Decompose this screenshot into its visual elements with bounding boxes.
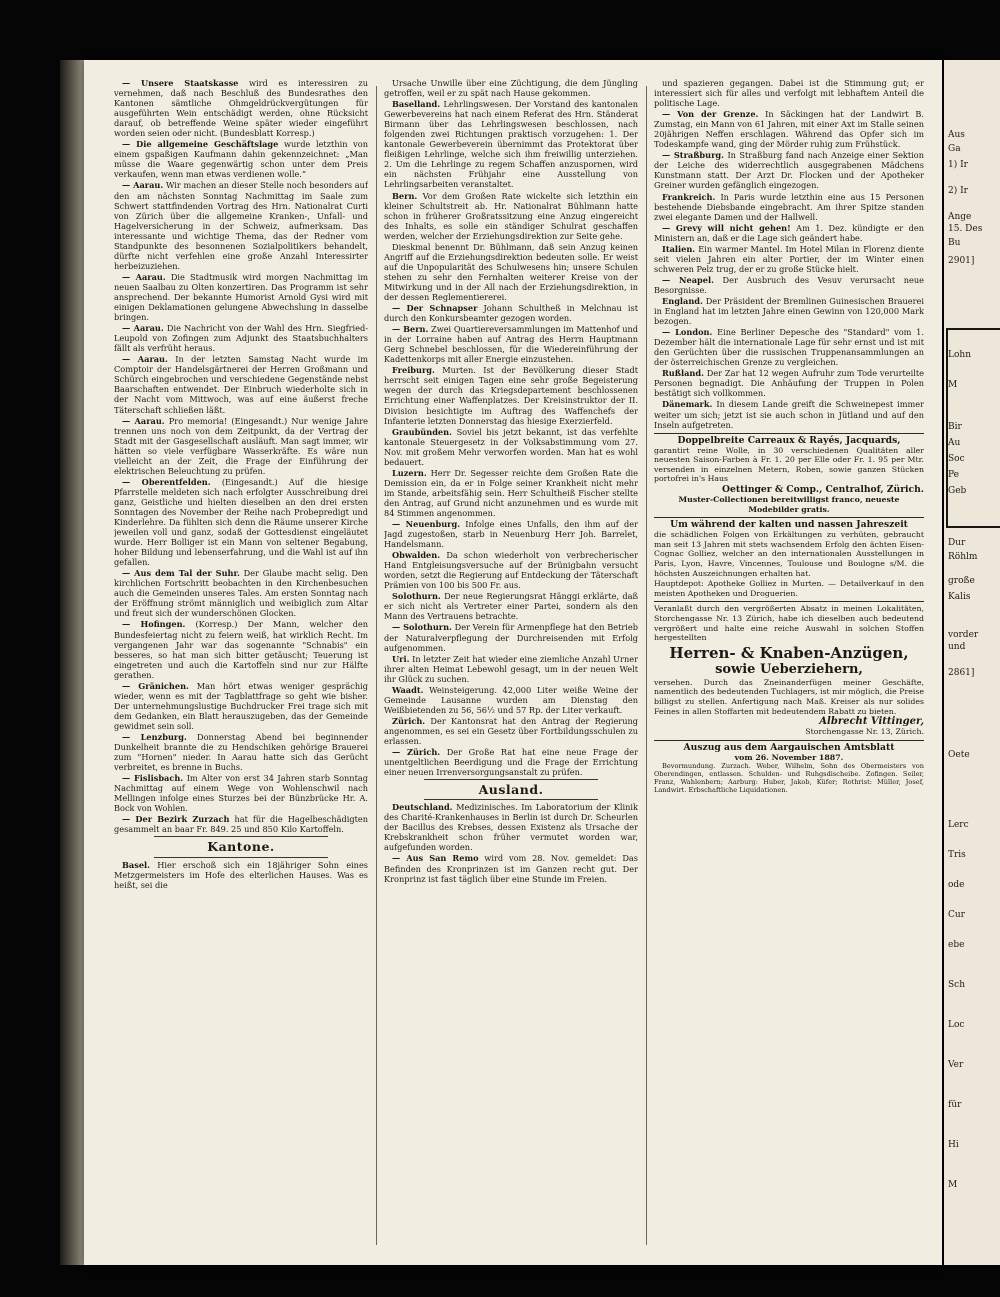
article-lead: — Aus dem Tal der Suhr. xyxy=(122,568,240,579)
section-rule xyxy=(154,836,328,837)
neighbour-page-text: große xyxy=(948,576,975,586)
article-lead: — Grevy will nicht gehen! xyxy=(662,222,791,233)
neighbour-page-text: Oete xyxy=(948,750,970,760)
neighbour-page-text: Tris xyxy=(948,850,966,860)
column-rule xyxy=(646,86,647,1245)
neighbour-page-text: Lohn xyxy=(948,350,971,360)
article-paragraph xyxy=(654,275,924,295)
article-lead: — Aarau. xyxy=(122,180,164,191)
article-text: Der Verein für Armenpflege hat den Betrieb der Naturalverpflegung der Durchreisenden mit Erfolg aufgenommen. xyxy=(384,622,638,653)
article-paragraph xyxy=(384,685,638,715)
article-text: Lehrlingswesen. Der Vorstand des kantonalen Gewerbevereins hat nach einem Referat des Hrn. Ständerat Birmann über das Lehrlingswesen beschlossen, nach folgenden zwei Richtungen praktisch vorzugehen: 1. Der kantonale Gewerbeverein übernimmt das Protektorat über fleißigen Lehrlinge, welche sich ihm freiwillig unterziehen. 2. Um die Lehrlinge zu regem Schaffen anzuspornen, wird ein nächsten Frühjahr eine Ausstellung von Lehrlingsarbeiten veranstaltet. xyxy=(384,99,638,190)
article-lead: — London. xyxy=(662,327,713,338)
article-text: Herr Dr. Segesser reichte dem Großen Rate die Demission ein, da er in Folge seiner Krankheit nicht mehr im Stande, arbeitsfähig sein. Herr Schultheiß Fischer stellte den Antrag, auf Grund nicht anzunehmen und es wurde mit 84 Stimmen angenommen. xyxy=(384,467,638,518)
article-lead: Deutschland. xyxy=(392,802,453,813)
article-text: Man hört etwas weniger gesprächig wieder, wenn es mit der Tagblattfrage so geht wie bisher. Der unternehmungslustige Buchdrucker Frei trage sich mit dem Gedanken, ein Blatt herauszugeben, das der Gemeinde gewidmet sein soll. xyxy=(114,680,368,731)
column-kantone xyxy=(384,78,638,1253)
article-text: wird es interessiren zu vernehmen, daß nach Beschluß des Bundesrathes den Kantonen sämtliche Ohmgeldrückvergütungen für ausgeführten Wein entschädigt werden, ohne Rücksicht darauf, ob betreffende Weine später wieder eingeführt worden seien oder nicht. (Bundesblatt Korresp.) xyxy=(114,78,368,139)
article-paragraph xyxy=(114,354,368,414)
newspaper-page xyxy=(84,60,942,1265)
article-paragraph xyxy=(384,427,638,467)
article-paragraph xyxy=(114,732,368,772)
ad-golliez-text: die schädlichen Folgen von Erkältungen zu verhüten, gebraucht man seit 13 Jahren mit stets wachsendem Erfolg den ächten Eisen-Cognac Golliez, welcher an den internationalen Ausstellungen in Paris, Lyon, Havre, Vincennes, Toulouse und Boulogne s/M. die höchsten Auszeichnungen erhalten hat. xyxy=(654,530,924,578)
ad-golliez xyxy=(654,517,924,598)
article-lead: Basel. xyxy=(122,859,151,870)
article-text: Pro memoria! (Eingesandt.) Nur wenige Jahre trennen uns noch von dem Zeitpunkt, da der Vertrag der Stadt mit der Gasgesellschaft ausläuft. Man sagt immer, wir hätten so viele verfügbare Wasserkräfte. Es wäre nun vielleicht an der Zeit, die Frage der Einführung der elektrischen Beleuchtung zu prüfen. xyxy=(114,415,368,476)
article-text: Eine Berliner Depesche des "Standard" vom 1. Dezember hält die internationale Lage für sehr ernst und ist mit den Gerüchten über die russischen Truppenansammlungen an der österreichischen Grenze zu vergleichen. xyxy=(654,327,924,368)
article-text: und spazieren gegangen. Dabei ist die Stimmung gut; er interessiert sich für alles und verfolgt mit lebhaftem Anteil die politische Lage. xyxy=(654,78,924,109)
article-paragraph xyxy=(114,477,368,567)
ad-vittinger xyxy=(654,601,924,736)
neighbour-page-text: Dur xyxy=(948,538,966,548)
neighbour-page-text: Geb xyxy=(948,486,967,496)
article-paragraph xyxy=(384,468,638,518)
article-paragraph xyxy=(114,180,368,270)
article-paragraph xyxy=(114,773,368,813)
article-text: Donnerstag Abend bei beginnender Dunkelheit brannte die zu Hendschiken gehörige Brauerei zum "Hornen" nieder. In Aarau hatte sich das Gerücht verbreitet, es brenne in Buchs. xyxy=(114,732,368,773)
article-lead: — Hofingen. xyxy=(122,619,186,630)
neighbour-page-text: 1) Ir xyxy=(948,160,968,170)
article-paragraph xyxy=(384,802,638,852)
neighbour-page-text: 15. Des xyxy=(948,224,983,234)
article-text: Murten. Ist der Bevölkerung dieser Stadt herrscht seit einigen Tagen eine sehr große Begeisterung wegen der durch das Kriegsdepartement beschlossenen Errichtung einer Waffenplatzes. Der Kreisinstruktor der II. Division besichtigte im Auftrag des Waffenchefs der Infanterie letzten Donnerstag das hiesige Exerzierfeld. xyxy=(384,365,638,426)
article-text: (Eingesandt.) Auf die hiesige Pfarrstelle meldeten sich nach erfolgter Ausschreibung drei ganz, Geistliche und hielten dieselben an den drei ersten Sonntagen des November der Reihe nach Probepredigt und Kinderlehre. Da fühlten sich denn die Räume unserer Kirche jeweilen voll und ganz, sodaß der Gottesdienst eingeläutet wurde. Herr Bolliger ist ein Mann von seltener Begabung, hoher Bildung und lebenserfahrung, und die Wahl ist auf ihn gefallen. xyxy=(114,476,368,568)
article-lead: Luzern. xyxy=(392,467,427,478)
article-paragraph xyxy=(384,853,638,883)
neighbour-page-text: Loc xyxy=(948,1020,965,1030)
neighbour-page-text: und xyxy=(948,642,966,652)
article-paragraph xyxy=(384,365,638,425)
column-rule xyxy=(376,86,377,1245)
article-lead: Zürich. xyxy=(392,715,426,726)
article-text: Im Alter von erst 34 Jahren starb Sonntag Nachmittag auf einem Wege von Wohlenschwil nach Mellingen infolge eines Sturzes bei der Bünzbrücke Hr. A. Bock von Wohlen. xyxy=(114,773,368,814)
ad-vittinger-address: Storchengasse Nr. 13, Zürich. xyxy=(805,727,924,737)
article-lead: Bern. xyxy=(392,190,418,201)
article-paragraph xyxy=(114,860,368,890)
ad-vittinger-intro: Veranlaßt durch den vergrößerten Absatz in meinen Lokalitäten, Storchengasse Nr. 13 Zürich, habe ich dieselben auch bedeutend vergrößert und halte eine reiche Auswahl in solchen Stoffen hergestellten xyxy=(654,604,924,643)
article-text: In letzter Zeit hat wieder eine ziemliche Anzahl Urner ihrer alten Heimat Lebewohl gesagt, um in der neuen Welt ihr Glück zu suchen. xyxy=(384,653,638,684)
article-text: Der Präsident der Bremlinen Guinesischen Brauerei in England hat im letzten Jahre einen Gewinn von 120,000 Mark bezogen. xyxy=(654,295,924,327)
article-lead: Frankreich. xyxy=(662,191,716,202)
article-lead: — Gränichen. xyxy=(122,680,189,691)
article-text: Der Glaube macht selig. Den kirchlichen Fortschritt beobachten in den Kirchenbesuchen auch die Gemeinden unseres Tales. Am ersten Sonntag nach der Eröffnung strömt männiglich und weibiglich zum Altar und freut sich der wunderschönen Glocken. xyxy=(114,568,368,619)
article-text: wurde letzthin von einem gspaßigen Kaufmann dahin gekennzeichnet: „Man müsse die Waare gegenwärtig schon unter dem Preis verkaufen, wenn man etwas verdienen wolle.“ xyxy=(114,139,368,180)
neighbour-page-text: Bir xyxy=(948,422,962,432)
neighbour-page-text: Pe xyxy=(948,470,959,480)
article-lead: — Der Schnapser xyxy=(392,303,478,314)
article-text: Der neue Regierungsrat Hänggi erklärte, daß er sich nicht als Vertreter einer Partei, sondern als den Mann des Vertrauens betrachte. xyxy=(384,591,638,622)
section-rule xyxy=(424,779,598,780)
article-paragraph xyxy=(384,550,638,590)
article-paragraph xyxy=(384,716,638,746)
article-text: In Straßburg fand nach Anzeige einer Sektion der Leiche des widerrechtlich ausgegrabenen Mädchens Kunstmann statt. Der Arzt Dr. Flocken und der Apotheker Greiner wurden gefänglich eingezogen. xyxy=(654,150,924,191)
article-text: Die Nachricht von der Wahl des Hrn. Siegfried-Leupold von Zofingen zum Adjunkt des Staatsbuchhalters fällt als verfrüht heraus. xyxy=(114,323,368,354)
article-paragraph xyxy=(654,244,924,274)
ad-oettinger-sub: Muster-Collectionen bereitwilligst franco, neueste Modebilder gratis. xyxy=(678,495,900,514)
ad-vittinger-headline: Herren- & Knaben-Anzügen, xyxy=(669,643,909,662)
article-lead: Solothurn. xyxy=(392,591,441,602)
article-text: Medizinisches. Im Laboratorium der Klinik des Charité-Krankenhauses in Berlin ist durch Dr. Scheurlen der Bacillus des Krebses, dessen Existenz als Ursache der Krebskrankheit schon früher vermutet worden war, aufgefunden worden. xyxy=(384,802,638,853)
neighbour-page-text: für xyxy=(948,1100,962,1110)
article-paragraph xyxy=(114,139,368,179)
neighbour-page-text: Hi xyxy=(948,1140,959,1150)
article-text: Der Ausbruch des Vesuv verursacht neue Besorgnisse. xyxy=(654,274,924,295)
neighbour-page-text: Au xyxy=(948,438,961,448)
article-lead: — Aarau. xyxy=(122,354,168,365)
article-lead: Uri. xyxy=(392,653,410,664)
article-text: Soviel bis jetzt bekannt, ist das verfehlte kantonale Steuergesetz in der Volksabstimmung vom 27. Nov. mit großem Mehr verworfen worden. Man hat es wohl bedauert. xyxy=(384,426,638,467)
article-lead: — Unsere Staatskasse xyxy=(122,78,239,88)
article-lead: — Neapel. xyxy=(662,274,714,285)
article-text: Wir machen an dieser Stelle noch besonders auf den am nächsten Sonntag Nachmittag im Saale zum Schwert stattfindenden Vortrag des Hrn. Nationalrat Curti von Zürich über die allgemeine Kranken-, Unfall- und Hagelversicherung in der Schweiz, aufmerksam. Das interessante und wichtige Thema, das der Redner vom Standpunkte des besonnenen Sozialpolitikers behandelt, dürfte nicht verfehlen eine große Anzahl Interessirter herbeizuziehen. xyxy=(114,180,368,271)
article-lead: — Aarau. xyxy=(122,271,166,282)
article-lead: — Straßburg. xyxy=(662,150,724,161)
neighbour-page-text: vorder xyxy=(948,630,979,640)
article-lead: Baselland. xyxy=(392,99,441,110)
ad-vittinger-text: versehen. Durch das Zneinanderfügen meiner Geschäfte, namentlich des bedeutenden Tuchlagers, ist mir möglich, die Preise billigst zu stellen. Anfertigung nach Maß. Kreiser als nur solides Feines in allen Stoffarten mit bedeutendem Rabatt zu bieten. xyxy=(654,677,924,716)
article-paragraph xyxy=(114,323,368,353)
article-lead: — Oberentfelden. xyxy=(122,476,211,487)
neighbour-page-text: ebe xyxy=(948,940,965,950)
neighbour-page-text: Sch xyxy=(948,980,966,990)
article-paragraph xyxy=(654,109,924,149)
article-paragraph xyxy=(384,747,638,777)
article-lead: Graubünden. xyxy=(392,426,452,437)
neighbour-page-text: ode xyxy=(948,880,965,890)
article-lead: — Zürich. xyxy=(392,747,441,758)
article-text: Zwei Quartiereversammlungen im Mattenhof und in der Lorraine haben auf Antrag des Herrn Hauptmann Gerg Schnebel beschlossen, für die Wiedereinführung der Kadettenkorps mit aller Energie einzustehen. xyxy=(384,324,638,365)
neighbour-page-text: Ange xyxy=(948,212,972,222)
article-lead: Italien. xyxy=(662,243,696,254)
article-text: Der Zar hat 12 wegen Aufruhr zum Tode verurteilte Personen begnadigt. Die Anhäufung der Truppen in Polen bestätigt sich vollkommen. xyxy=(654,368,924,399)
article-text: Die Stadtmusik wird morgen Nachmittag im neuen Saalbau zu Olten konzertiren. Das Programm ist sehr ansprechend. Der bekannte Humorist Arnold Gysi wird mit einigen Deklamationen gelungene Abwechslung in dasselbe bringen. xyxy=(114,271,368,323)
article-lead: — Aarau. xyxy=(122,323,164,334)
article-text: (Korresp.) Der Mann, welcher den Bundesfeiertag nicht zu feiern weiß, hat wirklich Recht. Im vergangenen Jahr war das sogenannte "Schnabis" ein besseres, so hat man sich bitter getäuscht; Teuerung ist eingetreten und auch die Kartoffeln sind nur zur Hälfte gerathen. xyxy=(114,619,368,680)
article-lead: — Bern. xyxy=(392,324,429,335)
neighbour-page-text: Röhlm xyxy=(948,552,978,562)
article-lead: England. xyxy=(662,295,703,306)
article-paragraph xyxy=(114,814,368,834)
ad-carreaux xyxy=(654,433,924,515)
article-lead: — Der Bezirk Zurzach xyxy=(122,814,230,825)
neighbour-page-text: Ga xyxy=(948,144,961,154)
article-paragraph xyxy=(114,272,368,322)
section-heading-ausland: Ausland. xyxy=(478,782,544,798)
article-paragraph xyxy=(384,242,638,302)
article-text: Da schon wiederholt von verbrecherischer Hand Entgleisungsversuche auf der Brünigbahn versucht worden, setzt die Regierung auf Entdeckung der Täterschaft Prämien von 100 bis 500 Fr. aus. xyxy=(384,550,638,591)
article-lead: Waadt. xyxy=(392,684,424,695)
article-text: Ein warmer Mantel. Im Hotel Milan in Florenz diente seit vielen Jahren ein alter Portier, der im Winter einen schweren Pelz trug, der er zu große Stücke hielt. xyxy=(654,243,924,274)
article-paragraph xyxy=(654,223,924,243)
neighbour-page-text: Ver xyxy=(948,1060,964,1070)
amtsblatt-date: vom 26. November 1887. xyxy=(734,752,844,762)
article-text: In Säckingen hat der Landwirt B. Zumstag, ein Mann von 61 Jahren, mit einer Axt im Stalle seinen 20jährigen Neffen erschlagen. Während das Opfer sich im Todeskampfe wand, ging der Mörder ruhig zum Frühstück. xyxy=(654,109,924,150)
amtsblatt-extract xyxy=(654,740,924,795)
article-paragraph xyxy=(114,568,368,618)
article-text: In Paris wurde letzthin eine aus 15 Personen bestehende Diebsbande eingebracht. Am ihrer Spitze standen zwei elegante Damen und der Hallwell. xyxy=(654,191,924,222)
ad-vittinger-signature: Albrecht Vittinger, xyxy=(819,716,924,728)
article-paragraph xyxy=(384,591,638,621)
neighbour-page-text: Bu xyxy=(948,238,961,248)
article-paragraph xyxy=(384,519,638,549)
article-text: Johann Schultheß in Melchnau ist durch den Konkursbeamter gezogen worden. xyxy=(384,303,638,324)
ad-carreaux-headline: Doppelbreite Carreaux & Rayés, Jacquards, xyxy=(677,434,901,446)
article-lead: — Die allgemeine Geschäftslage xyxy=(122,139,279,150)
article-paragraph xyxy=(114,681,368,731)
article-paragraph xyxy=(654,192,924,222)
article-paragraph xyxy=(384,99,638,189)
article-paragraph xyxy=(654,78,924,108)
article-text: Der Große Rat hat eine neue Frage der unentgeltlichen Beerdigung und die Frage der Errichtung einer neuen Irrenversorgungsanstalt zu prüfen. xyxy=(384,747,638,778)
article-paragraph xyxy=(384,78,638,98)
neighbour-page-fragment xyxy=(944,60,1000,1265)
neighbour-page-text: Aus xyxy=(948,130,965,140)
article-lead: Rußland. xyxy=(662,368,704,379)
article-lead: — Neuenburg. xyxy=(392,519,461,530)
amtsblatt-heading: Auszug aus dem Aargauischen Amtsblatt xyxy=(683,741,895,753)
article-text: Am 1. Dez. kündigte er den Ministern an, daß er die Lage sich geändert habe. xyxy=(654,222,924,243)
article-paragraph xyxy=(654,327,924,367)
article-paragraph xyxy=(114,619,368,679)
article-text: Ursache Unwille über eine Züchtigung, die dem Jüngling getroffen, weil er zu spät nach Hause gekommen. xyxy=(384,78,638,99)
article-lead: Freiburg. xyxy=(392,365,435,376)
amtsblatt-text: Bevormundung. Zurzach. Weber, Wilhelm, Sohn des Obermeisters von Oberendingen, entlassen. Schulden- und Ruhgsdischeibe. Zofingen. Seiler, Franz, Wahlenbern; Aarburg: Huber, Jakob, Küfer; Rothrist: Müller, Josef, Landwirt. Erbschaftliche Liquidationen. xyxy=(654,762,924,795)
article-paragraph xyxy=(114,78,368,138)
article-lead: — Fislisbach. xyxy=(122,773,184,784)
article-lead: — Lenzburg. xyxy=(122,732,187,742)
neighbour-page-text: Soc xyxy=(948,454,965,464)
neighbour-page-text: M xyxy=(948,380,958,390)
neighbour-page-text: M xyxy=(948,1180,958,1190)
article-lead: Dänemark. xyxy=(662,399,713,410)
ad-golliez-depot: Hauptdepot: Apotheke Golliez in Murten. — Detailverkauf in den meisten Apotheken und Droguerien. xyxy=(654,579,924,598)
article-text: Infolge eines Unfalls, den ihm auf der Jagd zugestoßen, starb in Neuenburg Herr Joh. Barrelet, Handelsmann. xyxy=(384,519,638,550)
article-paragraph xyxy=(654,399,924,429)
neighbour-page-text: Cur xyxy=(948,910,965,920)
ad-golliez-headline: Um während der kalten und nassen Jahreszeit xyxy=(670,519,908,531)
column-inland xyxy=(114,78,368,1253)
neighbour-page-text: Lerc xyxy=(948,820,969,830)
article-paragraph xyxy=(654,368,924,398)
article-lead: — Von der Grenze. xyxy=(662,109,759,120)
article-paragraph xyxy=(384,191,638,241)
article-text: Dieskmal benennt Dr. Bühlmann, daß sein Anzug keinen Angriff auf die Erziehungsdirektion bedeuten solle. Er weist auf die Unpopularität des Schulwesens hin; unsere Schulen stehen zu sehr den Fernhalten weiterer Kreise von der Mitwirkung und in der All nach der Erziehungsdirektion, in der dessen Reglementiererei. xyxy=(384,241,638,302)
neighbour-page-text: 2) Ir xyxy=(948,186,968,196)
section-heading-kantone: Kantone. xyxy=(207,839,275,855)
article-text: In diesem Lande greift die Schweinepest immer weiter um sich; jetzt ist sie auch schon in Jütland und auf den Inseln aufgetreten. xyxy=(654,399,924,430)
section-rule xyxy=(424,799,598,800)
article-paragraph xyxy=(384,622,638,652)
article-paragraph xyxy=(654,296,924,326)
article-lead: Obwalden. xyxy=(392,550,441,561)
article-lead: — Aarau. xyxy=(122,415,165,426)
section-rule xyxy=(154,857,328,858)
article-text: hat für die Hagelbeschädigten gesammelt an baar Fr. 849. 25 und 850 Kilo Kartoffeln. xyxy=(114,814,368,835)
article-text: Weinsteigerung. 42,000 Liter weiße Weine der Gemeinde Lausanne wurden am Dienstag den Weißbietenden zu 56, 56½ und 57 Rp. der Liter verkauft. xyxy=(384,684,638,715)
neighbour-page-text: Kalis xyxy=(948,592,971,602)
neighbour-page-text: 2861] xyxy=(948,668,975,678)
neighbour-page-text: 2901] xyxy=(948,256,975,266)
ad-oettinger-name: Oettinger & Comp., Centralhof, Zürich. xyxy=(722,484,924,496)
article-paragraph xyxy=(654,150,924,190)
article-text: Vor dem Großen Rate wickelte sich letzthin ein kleiner Schultstreit ab. Hr. Nationalrat Bühlmann hatte schon in früherer Großratssitzung eine Anzug eingereicht des Inhalts, es solle ein ständiger Schulrat geschaffen werden, welcher der Erziehungsdirektion zur Seite gehe. xyxy=(384,190,638,241)
article-lead: — Aus San Remo xyxy=(392,853,479,864)
ad-carreaux-text: garantirt reine Wolle, in 30 verschiedenen Qualitäten aller neuesten Saison-Farben à Fr. 1. 20 per Elle oder Fr. 1. 95 per Mtr. versenden in einzelnen Metern, Roben, sowie ganzen Stücken portofrei in's Haus xyxy=(654,445,924,484)
column-ausland-ads xyxy=(654,78,924,1253)
ad-vittinger-subheadline: sowie Ueberziehern, xyxy=(715,661,863,677)
article-paragraph xyxy=(384,324,638,364)
article-paragraph xyxy=(114,416,368,476)
article-paragraph xyxy=(384,654,638,684)
article-text: Hier erschoß sich ein 18jähriger Sohn eines Metzgermeisters im Hofe des elterlichen Hauses. Was es heißt, sei die xyxy=(114,859,368,890)
article-paragraph xyxy=(384,303,638,323)
article-text: wird vom 28. Nov. gemeldet: Das Befinden des Kronprinzen ist im Ganzen recht gut. Der Kronprinz ist fast täglich über eine Stunde im Freien. xyxy=(384,853,638,884)
article-text: Der Kantonsrat hat den Antrag der Regierung angenommen, es sei ein Gesetz über Fortbildungsschulen zu erlassen. xyxy=(384,715,638,746)
article-text: In der letzten Samstag Nacht wurde im Comptoir der Handelsgärtnerei der Herren Großmann und Schürch eingebrochen und verschiedene Gegenstände nebst Baarschaften entwendet. Der Einbruch wiederholte sich in der Nacht vom Mittwoch, was auf eine äußerst freche Täterschaft schließen läßt. xyxy=(114,354,368,415)
article-lead: — Solothurn. xyxy=(392,622,452,633)
